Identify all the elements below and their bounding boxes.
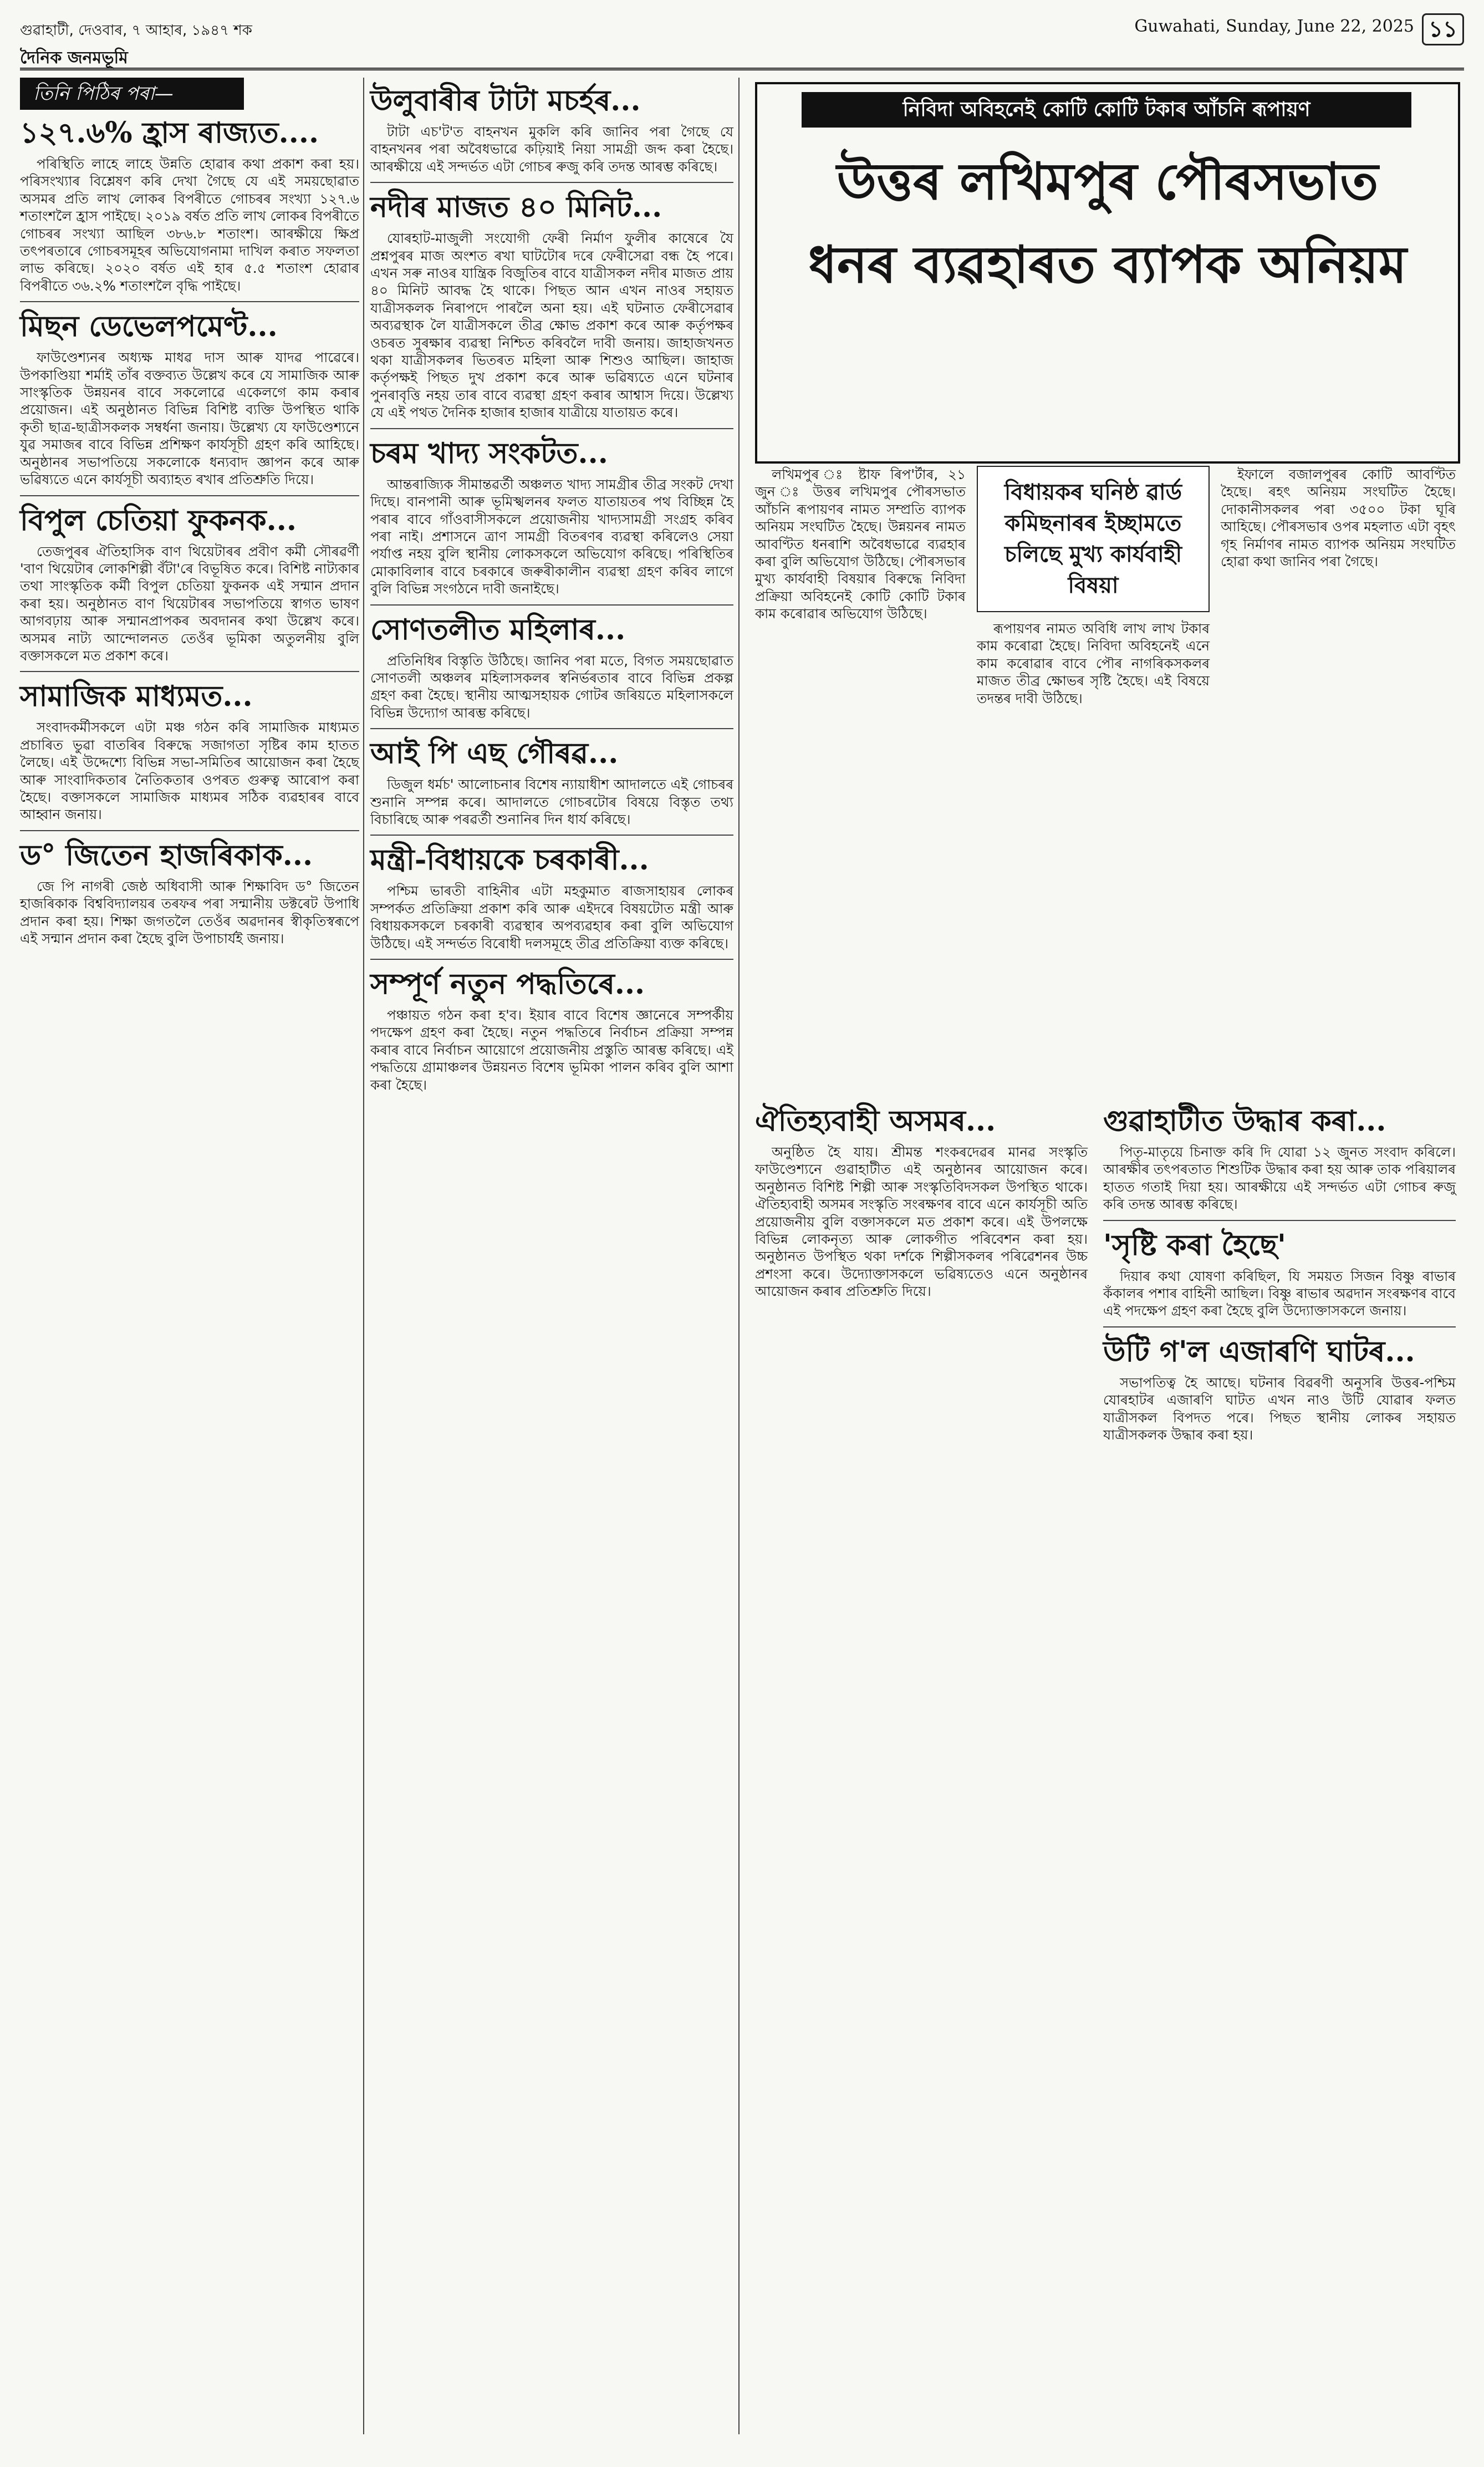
divider xyxy=(1103,1220,1456,1221)
lead-column: ইফালে বজালপুৰৰ কোটি আবণ্টিত হৈছে। ৰহৎ অনিয়ম সংঘটিত হৈছে। দোকানীসকলৰ পৰা ৩৫০০ টকা ঘূৰি আহিছে। পৌৰসভাৰ ওপৰ মহলাত এটা বৃহৎ গৃহ নিৰ্মাণৰ নামত ব্যাপক অনিয়ম সংঘটিত হোৱা কথা জানিব পৰা গৈছে। xyxy=(1221,466,1456,570)
masthead-rule xyxy=(20,68,1464,70)
article-body: প্ৰতিনিধিৰ বিস্তৃতি উঠিছে। জানিব পৰা মতে, বিগত সময়ছোৱাত সোণতলী অঞ্চলৰ মহিলাসকলৰ স্বনিৰ্ভৰতাৰ বাবে বিভিন্ন প্ৰকল্প গ্ৰহণ কৰা হৈছে। স্থানীয় আত্মসহায়ক গোটৰ জৰিয়তে মহিলাসকলে বিভিন্ন উদ্যোগ আৰম্ভ কৰিছে। xyxy=(370,652,733,721)
headline: উলুবাৰীৰ টাটা মচৰ্হৰ... xyxy=(370,84,641,118)
headline: চৰম খাদ্য সংকটত... xyxy=(370,436,608,470)
article-body: পশ্চিম ভাৰতী বাহিনীৰ এটা মহকুমাত ৰাজসাহায়ৰ লোকৰ সম্পৰ্কত প্ৰতিক্ৰিয়া প্ৰকাশ কৰি আৰু এইদৰে বিষয়টোত মন্ত্ৰী আৰু বিধায়কসকলে চৰকাৰী ব্যৱস্থাৰ অপব্যৱহাৰ কৰা বুলি অভিযোগ উঠিছে। এই সন্দৰ্ভত বিৰোধী দলসমূহে তীব্ৰ প্ৰতিক্ৰিয়া ব্যক্ত কৰিছে। xyxy=(370,883,733,952)
article-body: দিয়াৰ কথা যোষণা কৰিছিল, যি সময়ত সিজন বিষ্ণু ৰাভাৰ কঁকালৰ পশাৰ বাহিনী আছিল। বিষ্ণু ৰাভাৰ অৱদান সংৰক্ষণৰ বাবে এই পদক্ষেপ গ্ৰহণ কৰা হৈছে বুলি উদ্যোক্তাসকলে জনায়। xyxy=(1103,1268,1456,1319)
divider xyxy=(1103,1326,1456,1327)
article-body: টাটা এচ'ট'ত বাহনখন মুকলি কৰি জানিব পৰা গৈছে যে বাহনখনৰ পৰা অবৈধভাৱে কঢ়িয়াই নিয়া সামগ্ৰী জব্দ কৰা হৈছে। আৰক্ষীয়ে এই সন্দৰ্ভত এটা গোচৰ ৰুজু কৰি তদন্ত আৰম্ভ কৰিছে। xyxy=(370,124,733,175)
headline: মন্ত্ৰী-বিধায়কে চৰকাৰী... xyxy=(370,843,649,877)
column-1 xyxy=(20,78,359,947)
article-body: পৰিস্থিতি লাহে লাহে উন্নতি হোৱাৰ কথা প্ৰকাশ কৰা হয়। পৰিসংখ্যাৰ বিশ্লেষণ কৰি দেখা গৈছে যে এই সময়ছোৱাত অসমৰ প্ৰতি লাখ লোকৰ বিপৰীতে গোচৰৰ সংখ্যা ১২৭.৬ শতাংশলৈ হ্ৰাস পাইছে। ২০১৯ বৰ্ষত প্ৰতি লাখ লোকৰ বিপৰীতে গোচৰৰ সংখ্যা আছিল ৩৮৬.৮ শতাংশ। আৰক্ষীয়ে ক্ষিপ্ৰ তৎপৰতাৰে গোচৰসমূহৰ অভিযোগনামা দাখিল কৰাত সফলতা লাভ কৰিছে। ২০২০ বৰ্ষত এই হাৰ ৫.৫ শতাংশ হোৱাৰ বিপৰীতে ৩৬.২% শতাংশলৈ বৃদ্ধি পাইছে। xyxy=(20,156,359,294)
divider xyxy=(20,301,359,302)
article-body: ডিজুল ধৰ্মচ' আলোচনাৰ বিশেষ ন্যায়াধীশ আদালতে এই গোচৰৰ শুনানি সম্পন্ন কৰে। আদালতে গোচৰটোৰ বিষয়ে বিস্তৃত তথ্য বিচাৰিছে আৰু পৰৱৰ্তী শুনানিৰ দিন ধাৰ্য কৰিছে। xyxy=(370,776,733,827)
divider xyxy=(370,604,733,606)
article-body: সভাপতিত্ব হৈ আছে। ঘটনাৰ বিৱৰণী অনুসৰি উত্তৰ-পশ্চিম যোৰহাটৰ এজাৰণি ঘাটত এখন নাও উটি যোৱাৰ ফলত যাত্ৰীসকল বিপদত পৰে। পিছত স্থানীয় লোকৰ সহায়ত যাত্ৰীসকলক উদ্ধাৰ কৰা হয়। xyxy=(1103,1374,1456,1443)
headline: উটি গ'ল এজাৰণি ঘাটৰ... xyxy=(1103,1334,1415,1369)
right-column-right xyxy=(1103,1098,1456,1443)
article-body: জে পি নাগৰী জেষ্ঠ অধিবাসী আৰু শিক্ষাবিদ ড° জিতেন হাজৰিকাক বিশ্ববিদ্যালয়ৰ তৰফৰ পৰা সন্মানীয় ডক্টৰেট উপাধি প্ৰদান কৰা হয়। শিক্ষা জগতলৈ তেওঁৰ অৱদানৰ স্বীকৃতিস্বৰূপে এই সন্মান প্ৰদান কৰা হৈছে বুলি উপাচাৰ্যই জনায়। xyxy=(20,878,359,947)
divider xyxy=(370,835,733,836)
article-body: ফাউণ্ডেশ্যনৰ অধ্যক্ষ মাধৱ দাস আৰু যাদৱ পাৱেৰে। উপকাণ্ডিয়া শৰ্মাই তাঁৰ বক্তব্যত উল্লেখ কৰে যে সামাজিক আৰু সাংস্কৃতিক উন্নয়নৰ বাবে সকলোৱে একেলগে কাম কৰাৰ প্ৰয়োজন। এই অনুষ্ঠানত বিভিন্ন বিশিষ্ট ব্যক্তি উপস্থিত থাকি কৃতী ছাত্ৰ-ছাত্ৰীসকলক সম্বৰ্ধনা জনায়। উল্লেখ্য যে ফাউণ্ডেশ্যনে যুৱ সমাজৰ বাবে বিভিন্ন প্ৰশিক্ষণ কাৰ্যসূচী গ্ৰহণ কৰি আহিছে। অনুষ্ঠানৰ সভাপতিয়ে সকলোকে ধন্যবাদ জ্ঞাপন কৰে আৰু ভৱিষ্যতে এনে কাৰ্যসূচী অব্যাহত ৰখাৰ প্ৰতিশ্ৰুতি দিয়ে। xyxy=(20,349,359,488)
headline: 'সৃষ্টি কৰা হৈছে' xyxy=(1103,1228,1286,1262)
headline: মিছন ডেভেলপমেণ্ট... xyxy=(20,309,278,344)
article-body: আন্তৰাজ্যিক সীমান্তৱৰ্তী অঞ্চলত খাদ্য সামগ্ৰীৰ তীব্ৰ সংকট দেখা দিছে। বানপানী আৰু ভূমিস্খলনৰ ফলত যাতায়তৰ পথ বিচ্ছিন্ন হৈ পৰাৰ বাবে গাঁওবাসীসকলে প্ৰয়োজনীয় খাদ্যসামগ্ৰী সংগ্ৰহ কৰিব পৰা নাই। প্ৰশাসনে ত্ৰাণ সামগ্ৰী বিতৰণৰ ব্যৱস্থা কৰিলেও সেয়া পৰ্যাপ্ত নহয় বুলি স্থানীয় লোকসকলে অভিযোগ কৰিছে। পৰিস্থিতিৰ মোকাবিলাৰ বাবে চৰকাৰে জৰুৰীকালীন ব্যৱস্থা গ্ৰহণ কৰিব লাগে বুলি বিভিন্ন সংগঠনে দাবী জনাইছে। xyxy=(370,476,733,597)
article-body: তেজপুৰৰ ঐতিহাসিক বাণ থিয়েটাৰৰ প্ৰবীণ কৰ্মী সৌৰৱৰ্ণী 'বাণ থিয়েটাৰ লোকশিল্পী বঁটা'ৰে বিভূষিত কৰে। বিশিষ্ট নাট্যকাৰ তথা সাংস্কৃতিক কৰ্মী বিপুল চেতিয়া ফুকনক এই সন্মান প্ৰদান কৰা হয়। অনুষ্ঠানত বাণ থিয়েটাৰৰ সভাপতিয়ে স্বাগত ভাষণ আগবঢ়ায় আৰু সন্মানপ্ৰাপকৰ অবদানৰ কথা উল্লেখ কৰে। অসমৰ নাট্য আন্দোলনত তেওঁৰ ভূমিকা অতুলনীয় বুলি বক্তাসকলে মত প্ৰকাশ কৰে। xyxy=(20,543,359,664)
divider xyxy=(370,959,733,960)
headline: বিপুল চেতিয়া ফুকনক... xyxy=(20,503,297,537)
lead-story-banner xyxy=(755,82,1460,464)
column-2 xyxy=(370,78,733,1093)
column-divider xyxy=(738,78,740,2434)
article-body: পিতৃ-মাতৃয়ে চিনাক্ত কৰি দি যোৱা ১২ জুনত সংবাদ কৰিলে। আৰক্ষীৰ তৎপৰতাত শিশুটিক উদ্ধাৰ কৰা হয় আৰু তাক পৰিয়ালৰ হাতত গতাই দিয়া হয়। আৰক্ষীয়ে এই সন্দৰ্ভত এটা গোচৰ ৰুজু কৰি তদন্ত আৰম্ভ কৰিছে। xyxy=(1103,1144,1456,1213)
right-column-left xyxy=(755,1098,1088,1300)
lead-quote-box: বিধায়কৰ ঘনিষ্ঠ ৱাৰ্ড কমিছনাৰৰ ইচ্ছামতে চলিছে মুখ্য কাৰ্যবাহী বিষয়া ৰূপায়ণৰ নামত অবিধি লাখ লাখ টকাৰ কাম কৰোৱা হৈছে। নিবিদা অবিহনেই এনে কাম কৰোৱাৰ বাবে পৌৰ নাগৰিকসকলৰ মাজত তীব্ৰ ক্ষোভৰ সৃষ্টি হৈছে। এই বিষয়ে তদন্তৰ দাবী উঠিছে। xyxy=(977,466,1210,707)
article-body: যোৰহাট-মাজুলী সংযোগী ফেৰী নিৰ্মাণ ফুলীৰ কাষেৰে যৈ প্ৰশ্নপুৰৰ মাজ অংশত ৰখা ঘাটটোৰ দৰে ফেৰীসেৱা বন্ধ হৈ পৰে। এখন সৰু নাওৰ যান্ত্ৰিক বিজুতিৰ বাবে যাত্ৰীসকল নদীৰ মাজত প্ৰায় ৪০ মিনিট আবদ্ধ হৈ থাকে। পিছত আন এখন নাওৰ সহায়ত যাত্ৰীসকলক নিৰাপদে পাৰলৈ অনা হয়। এই ঘটনাত ফেৰীসেৱাৰ অব্যৱস্থাক লৈ যাত্ৰীসকলে তীব্ৰ ক্ষোভ প্ৰকাশ কৰে আৰু কৰ্তৃপক্ষৰ ওচৰত সুৰক্ষাৰ ব্যৱস্থা নিশ্চিত কৰিবলৈ দাবী জনায়। জাহাজখনত থকা যাত্ৰীসকলৰ ভিতৰত মহিলা আৰু শিশুও আছিল। জাহাজ কৰ্তৃপক্ষই পিছত দুখ প্ৰকাশ কৰে আৰু ভৱিষ্যতে এনে ঘটনাৰ পুনৰাবৃত্তি নহয় তাৰ বাবে ব্যৱস্থা গ্ৰহণ কৰাৰ আশ্বাস দিয়ে। উল্লেখ্য যে এই পথত দৈনিক হাজাৰ হাজাৰ যাত্ৰীয়ে যাতায়ত কৰে। xyxy=(370,230,733,421)
lead-headline-line-1: উত্তৰ লখিমপুৰ পৌৰসভাত xyxy=(837,151,1379,211)
section-tag: তিনি পিঠিৰ পৰা— xyxy=(20,78,244,110)
headline: সম্পূৰ্ণ নতুন পদ্ধতিৰে... xyxy=(370,967,645,1001)
article-body: সংবাদকৰ্মীসকলে এটা মঞ্চ গঠন কৰি সামাজিক মাধ্যমত প্ৰচাৰিত ভুৱা বাতৰিৰ বিৰুদ্ধে সজাগতা সৃষ্টিৰ কাম হাতত লৈছে। এই উদ্দেশ্যে বিভিন্ন সভা-সমিতিৰ আয়োজন কৰা হৈছে আৰু সাংবাদিকতাৰ নৈতিকতাৰ ওপৰত গুৰুত্ব আৰোপ কৰা হৈছে। বক্তাসকলে সামাজিক মাধ্যমৰ সঠিক ব্যৱহাৰৰ বাবে আহ্বান জনায়। xyxy=(20,719,359,823)
paper-name: দৈনিক জনমভূমি xyxy=(20,48,128,68)
divider xyxy=(20,671,359,672)
article-body: অনুষ্ঠিত হৈ যায়। শ্ৰীমন্ত শংকৰদেৱৰ মানৱ সংস্কৃতি ফাউণ্ডেশ্যনে গুৱাহাটীত এই অনুষ্ঠানৰ আয়োজন কৰে। অনুষ্ঠানত বিশিষ্ট শিল্পী আৰু সংস্কৃতিবিদসকল উপস্থিত থাকে। ঐতিহ্যবাহী অসমৰ সংস্কৃতি সংৰক্ষণৰ বাবে এনে কাৰ্যসূচী অতি প্ৰয়োজনীয় বুলি বক্তাসকলে মত প্ৰকাশ কৰে। এই উপলক্ষে বিভিন্ন লোকনৃত্য আৰু লোকগীত পৰিবেশন কৰা হয়। অনুষ্ঠানত উপস্থিত থকা দৰ্শকে শিল্পীসকলৰ পৰিৱেশনৰ উচ্চ প্ৰশংসা কৰে। উদ্যোক্তাসকলে ভৱিষ্যতেও এনে অনুষ্ঠানৰ আয়োজন কৰাৰ প্ৰতিশ্ৰুতি দিয়ে। xyxy=(755,1144,1088,1300)
divider xyxy=(370,428,733,429)
article-body: পঞ্চায়ত গঠন কৰা হ'ব। ইয়াৰ বাবে বিশেষ জ্ঞানেৰে সম্পৰ্কীয় পদক্ষেপ গ্ৰহণ কৰা হৈছে। নতুন পদ্ধতিৰে নিৰ্বাচন প্ৰক্ৰিয়া সম্পন্ন কৰাৰ বাবে নিৰ্বাচন আয়োগে প্ৰয়োজনীয় প্ৰস্তুতি আৰম্ভ কৰিছে। এই পদ্ধতিয়ে গ্ৰামাঞ্চলৰ উন্নয়নত বিশেষ ভূমিকা পালন কৰিব বুলি আশা কৰা হৈছে। xyxy=(370,1007,733,1093)
headline: সোণতলীত মহিলাৰ... xyxy=(370,612,626,647)
date-right: Guwahati, Sunday, June 22, 2025 xyxy=(1134,17,1414,36)
lead-column: লখিমপুৰ ঃ ষ্টাফ ৰিপ'ৰ্টাৰ, ২১ জুন ঃ উত্তৰ লখিমপুৰ পৌৰসভাত আঁচনি ৰূপায়ণৰ নামত সম্প্ৰতি ব্যাপক অনিয়ম সংঘটিত হৈছে। উন্নয়নৰ নামত আবণ্টিত ধনৰাশি অবৈধভাৱে ব্যৱহাৰ কৰা বুলি অভিযোগ উঠিছে। পৌৰসভাৰ মুখ্য কাৰ্যবাহী বিষয়াৰ বিৰুদ্ধে নিবিদা প্ৰক্ৰিয়া অবিহনেই কোটি কোটি টকাৰ কাম কৰোৱাৰ অভিযোগ উঠিছে। xyxy=(755,466,966,622)
headline: ১২৭.৬% হ্ৰাস ৰাজ্যত.... xyxy=(20,116,319,150)
divider xyxy=(20,830,359,831)
lead-strip: নিবিদা অবিহনেই কোটি কোটি টকাৰ আঁচনি ৰূপায়ণ xyxy=(802,92,1411,128)
lead-headline-line-2: ধনৰ ব্যৱহাৰত ব্যাপক অনিয়ম xyxy=(808,235,1407,294)
divider xyxy=(370,728,733,729)
divider xyxy=(370,182,733,183)
headline: গুৱাহাটীত উদ্ধাৰ কৰা... xyxy=(1103,1104,1386,1138)
lead-story-body xyxy=(755,466,1456,1081)
masthead-top xyxy=(20,13,1464,41)
date-left: গুৱাহাটী, দেওবাৰ, ৭ আহাৰ, ১৯৪৭ শক xyxy=(20,22,252,39)
headline: আই পি এছ গৌৰৱ... xyxy=(370,736,619,771)
headline: ড° জিতেন হাজৰিকাক... xyxy=(20,838,313,872)
headline: নদীৰ মাজত ৪০ মিনিট... xyxy=(370,190,662,225)
divider xyxy=(20,495,359,496)
page-number: ১১ xyxy=(1422,13,1464,45)
headline: সামাজিক মাধ্যমত... xyxy=(20,679,253,714)
headline: ঐতিহ্যবাহী অসমৰ... xyxy=(755,1104,996,1138)
column-divider xyxy=(363,78,364,2434)
